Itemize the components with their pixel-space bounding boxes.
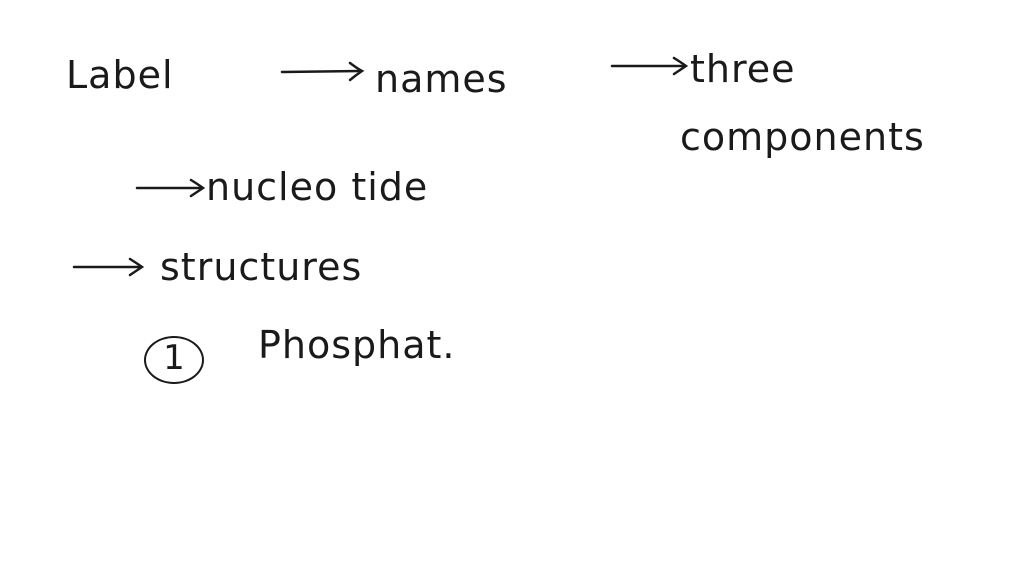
note-label: Label xyxy=(66,53,174,97)
note-phosphate: Phosphat. xyxy=(258,323,456,367)
note-components: components xyxy=(680,115,925,159)
note-nucleotide: nucleo tide xyxy=(206,165,429,209)
note-three: three xyxy=(690,47,796,91)
arrow-to-three-icon xyxy=(610,55,690,77)
arrow-to-names-icon xyxy=(280,60,366,82)
note-names: names xyxy=(375,57,508,101)
circled-number: 1 xyxy=(163,338,185,378)
note-structures: structures xyxy=(160,245,363,289)
arrow-to-nucleotide-icon xyxy=(135,177,207,199)
arrow-to-structures-icon xyxy=(72,256,146,278)
circled-number-marker xyxy=(144,336,204,384)
